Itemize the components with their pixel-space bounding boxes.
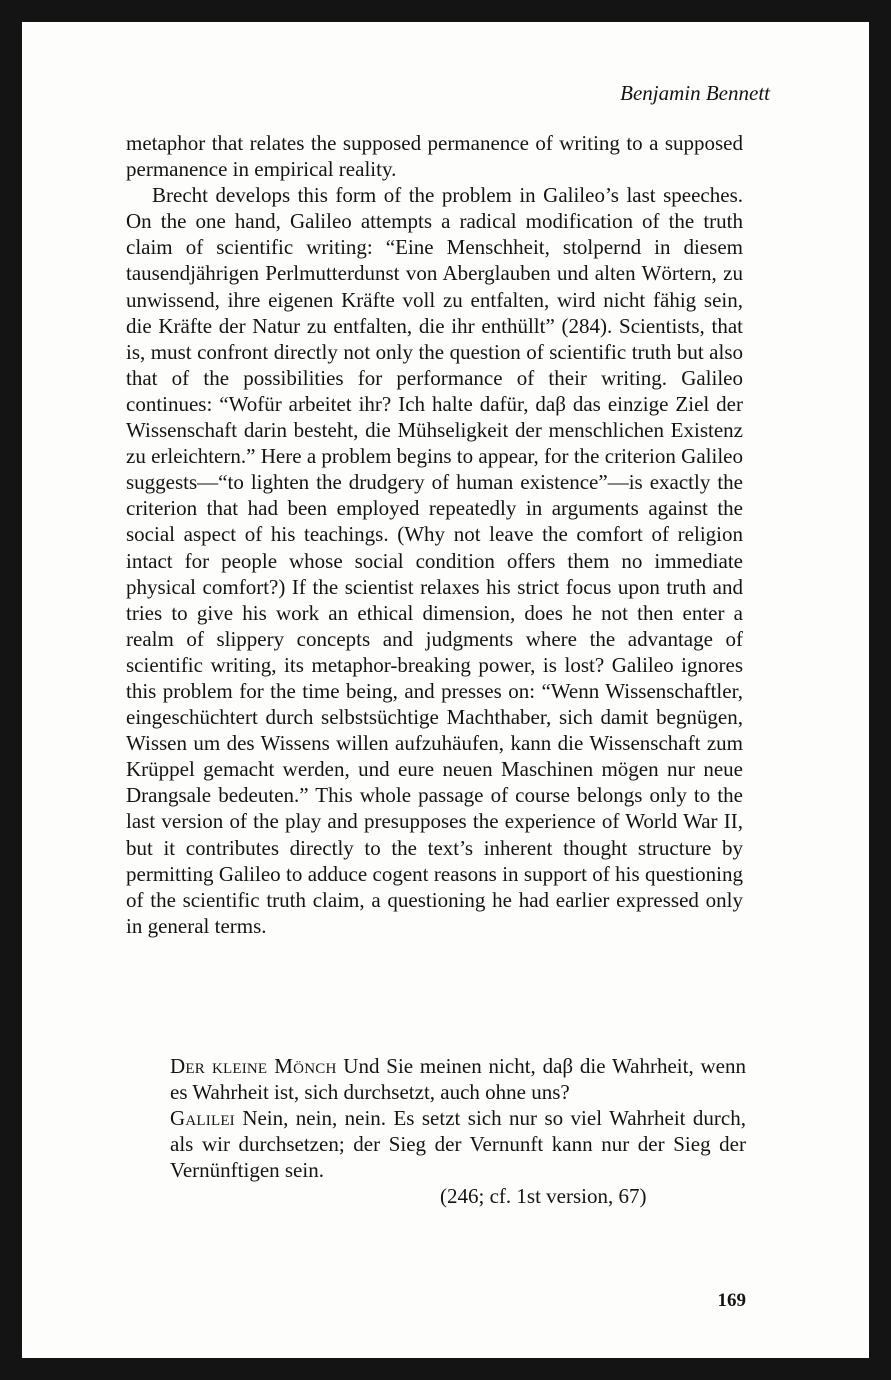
speaker-galilei: Galilei xyxy=(170,1106,235,1130)
running-head: Benjamin Bennett xyxy=(620,81,770,105)
quote-text-galilei: Nein, nein, nein. Es setzt sich nur so viel Wahrheit durch, als wir durchsetzen; der Sieg der Vernunft kann nur der Sieg der Vernünftigen sein. xyxy=(170,1106,746,1182)
quote-citation: (246; cf. 1st version, 67) xyxy=(440,1184,647,1208)
quote-line-monk xyxy=(170,1053,746,1105)
page-number: 169 xyxy=(717,1290,746,1311)
quote-line-galilei xyxy=(170,1105,746,1183)
quote-text-monk: Und Sie meinen nicht, daβ die Wahrheit, wenn es Wahrheit ist, sich durchsetzt, auch ohne uns? xyxy=(170,1054,746,1104)
book-page xyxy=(22,22,869,1358)
body-text xyxy=(126,130,743,939)
block-quote xyxy=(170,1053,746,1209)
paragraph-continuation: metaphor that relates the supposed permanence of writing to a supposed permanence in empirical reality. xyxy=(126,131,743,182)
speaker-monk: Der kleine Mönch xyxy=(170,1054,337,1078)
paragraph-galileo-speeches: Brecht develops this form of the problem in Galileo’s last speeches. On the one hand, Galileo attempts a radical modification of the truth claim of scientific writing: “Eine Menschheit, stolpernd in diesem tausendjährigen Perlmutterdunst von Aberglauben und alten Wörtern, zu unwissend, ihre eigenen Kräfte voll zu entfalten, wird nicht fähig sein, die Kräfte der Natur zu entfalten, die ihr enthüllt” (284). Scientists, that is, must confront directly not only the question of scientific truth but also that of the possibilities for performance of their writing. Galileo continues: “Wofür arbeitet ihr? Ich halte dafür, daβ das einzige Ziel der Wissenschaft darin besteht, die Mühseligkeit der menschlichen Existenz zu erleichtern.” Here a problem begins to appear, for the criterion Galileo suggests—“to lighten the drudgery of human existence”—is exactly the criterion that had been employed repeatedly in arguments against the social aspect of his teachings. (Why not leave the comfort of religion intact for people whose social condition offers them no immediate physical comfort?) If the scientist relaxes his strict focus upon truth and tries to give his work an ethical dimension, does he not then enter a realm of slippery concepts and judgments where the advantage of scientific writing, its metaphor-breaking power, is lost? Galileo ignores this problem for the time being, and presses on: “Wenn Wissenschaftler, eingeschüchtert durch selbstsüchtige Machthaber, sich damit begnügen, Wissen um des Wissens willen aufzuhäufen, kann die Wissenschaft zum Krüppel gemacht werden, und eure neuen Maschinen mögen nur neue Drangsale bedeuten.” This whole passage of course belongs only to the last version of the play and presupposes the experience of World War II, but it contributes directly to the text’s inherent thought structure by permitting Galileo to adduce cogent reasons in support of his questioning of the scientific truth claim, a questioning he had earlier expressed only in general terms. xyxy=(126,183,743,938)
